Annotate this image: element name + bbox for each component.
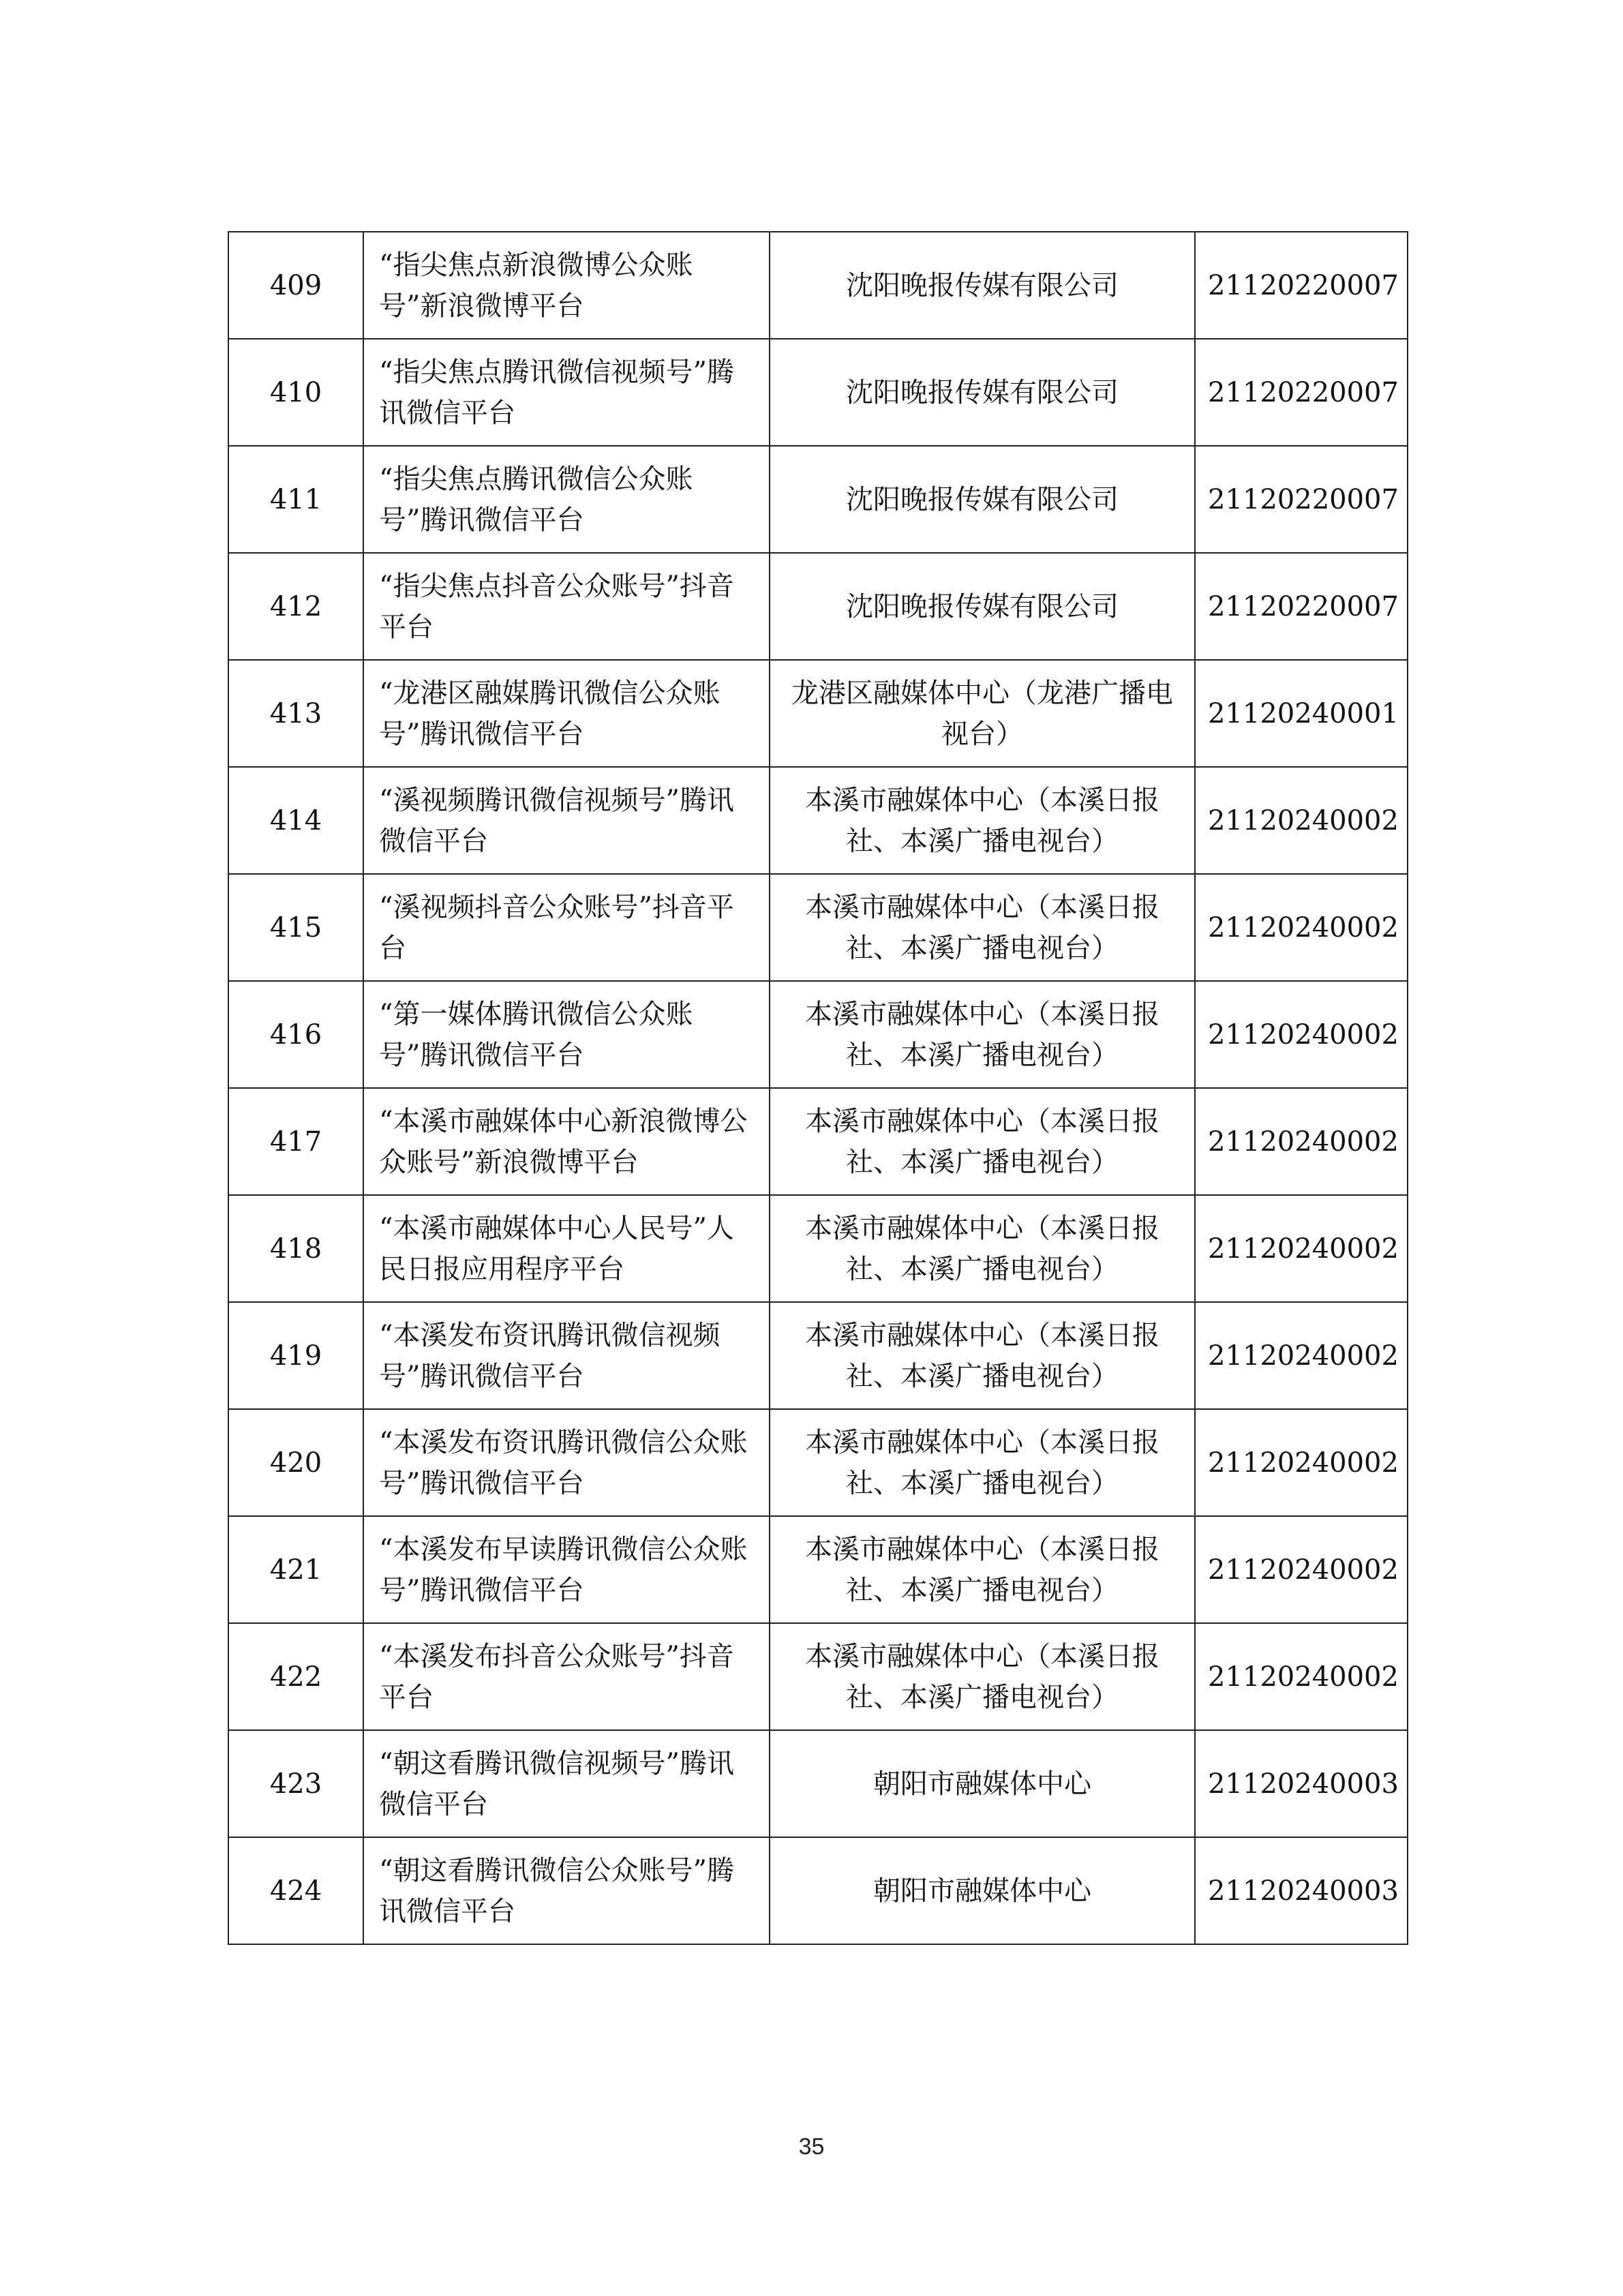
- table-row: [228, 553, 1408, 660]
- account-name-cell: “本溪市融媒体中心人民号”人民日报应用程序平台: [363, 1195, 770, 1302]
- account-name-cell: “本溪发布早读腾讯微信公众账号”腾讯微信平台: [363, 1516, 770, 1623]
- organization-cell: 本溪市融媒体中心（本溪日报社、本溪广播电视台）: [770, 874, 1195, 981]
- license-code-cell: 21120240003: [1195, 1837, 1408, 1944]
- organization-cell: 沈阳晚报传媒有限公司: [770, 446, 1195, 553]
- table-row: [228, 874, 1408, 981]
- license-code-cell: 21120240002: [1195, 1516, 1408, 1623]
- row-number-cell: 410: [228, 339, 363, 446]
- license-code-cell: 21120220007: [1195, 553, 1408, 660]
- account-name-cell: “朝这看腾讯微信视频号”腾讯微信平台: [363, 1730, 770, 1837]
- table-row: [228, 981, 1408, 1088]
- account-name-cell: “本溪发布抖音公众账号”抖音平台: [363, 1623, 770, 1730]
- table-row: [228, 1837, 1408, 1944]
- registry-table-container: [228, 231, 1407, 1945]
- table-row: [228, 1623, 1408, 1730]
- license-code-cell: 21120240002: [1195, 1409, 1408, 1516]
- table-row: [228, 767, 1408, 874]
- license-code-cell: 21120240002: [1195, 981, 1408, 1088]
- license-code-cell: 21120240001: [1195, 660, 1408, 767]
- organization-cell: 本溪市融媒体中心（本溪日报社、本溪广播电视台）: [770, 1195, 1195, 1302]
- account-name-cell: “本溪市融媒体中心新浪微博公众账号”新浪微博平台: [363, 1088, 770, 1195]
- organization-cell: 龙港区融媒体中心（龙港广播电视台）: [770, 660, 1195, 767]
- license-code-cell: 21120240002: [1195, 1088, 1408, 1195]
- row-number-cell: 418: [228, 1195, 363, 1302]
- table-row: [228, 1088, 1408, 1195]
- account-name-cell: “指尖焦点腾讯微信视频号”腾讯微信平台: [363, 339, 770, 446]
- row-number-cell: 419: [228, 1302, 363, 1409]
- account-name-cell: “溪视频腾讯微信视频号”腾讯微信平台: [363, 767, 770, 874]
- row-number-cell: 421: [228, 1516, 363, 1623]
- table-row: [228, 446, 1408, 553]
- organization-cell: 本溪市融媒体中心（本溪日报社、本溪广播电视台）: [770, 981, 1195, 1088]
- organization-cell: 本溪市融媒体中心（本溪日报社、本溪广播电视台）: [770, 1623, 1195, 1730]
- table-row: [228, 1302, 1408, 1409]
- table-body: [228, 232, 1408, 1944]
- page-number: 35: [798, 2134, 825, 2160]
- license-code-cell: 21120240002: [1195, 874, 1408, 981]
- account-name-cell: “指尖焦点新浪微博公众账号”新浪微博平台: [363, 232, 770, 339]
- table-row: [228, 1730, 1408, 1837]
- account-name-cell: “第一媒体腾讯微信公众账号”腾讯微信平台: [363, 981, 770, 1088]
- organization-cell: 朝阳市融媒体中心: [770, 1837, 1195, 1944]
- license-code-cell: 21120220007: [1195, 339, 1408, 446]
- row-number-cell: 416: [228, 981, 363, 1088]
- row-number-cell: 414: [228, 767, 363, 874]
- row-number-cell: 423: [228, 1730, 363, 1837]
- account-name-cell: “朝这看腾讯微信公众账号”腾讯微信平台: [363, 1837, 770, 1944]
- table-row: [228, 1409, 1408, 1516]
- license-code-cell: 21120220007: [1195, 232, 1408, 339]
- organization-cell: 沈阳晚报传媒有限公司: [770, 339, 1195, 446]
- organization-cell: 本溪市融媒体中心（本溪日报社、本溪广播电视台）: [770, 1409, 1195, 1516]
- account-name-cell: “龙港区融媒腾讯微信公众账号”腾讯微信平台: [363, 660, 770, 767]
- row-number-cell: 424: [228, 1837, 363, 1944]
- row-number-cell: 413: [228, 660, 363, 767]
- account-name-cell: “指尖焦点腾讯微信公众账号”腾讯微信平台: [363, 446, 770, 553]
- license-code-cell: 21120240002: [1195, 1195, 1408, 1302]
- row-number-cell: 422: [228, 1623, 363, 1730]
- organization-cell: 本溪市融媒体中心（本溪日报社、本溪广播电视台）: [770, 1088, 1195, 1195]
- account-name-cell: “指尖焦点抖音公众账号”抖音平台: [363, 553, 770, 660]
- account-name-cell: “溪视频抖音公众账号”抖音平台: [363, 874, 770, 981]
- row-number-cell: 415: [228, 874, 363, 981]
- account-name-cell: “本溪发布资讯腾讯微信公众账号”腾讯微信平台: [363, 1409, 770, 1516]
- organization-cell: 沈阳晚报传媒有限公司: [770, 553, 1195, 660]
- row-number-cell: 409: [228, 232, 363, 339]
- table-row: [228, 1195, 1408, 1302]
- license-code-cell: 21120240002: [1195, 767, 1408, 874]
- registry-table: [228, 231, 1408, 1945]
- row-number-cell: 420: [228, 1409, 363, 1516]
- organization-cell: 朝阳市融媒体中心: [770, 1730, 1195, 1837]
- table-row: [228, 232, 1408, 339]
- table-row: [228, 1516, 1408, 1623]
- organization-cell: 沈阳晚报传媒有限公司: [770, 232, 1195, 339]
- license-code-cell: 21120240003: [1195, 1730, 1408, 1837]
- row-number-cell: 412: [228, 553, 363, 660]
- row-number-cell: 411: [228, 446, 363, 553]
- license-code-cell: 21120240002: [1195, 1623, 1408, 1730]
- organization-cell: 本溪市融媒体中心（本溪日报社、本溪广播电视台）: [770, 1302, 1195, 1409]
- table-row: [228, 660, 1408, 767]
- license-code-cell: 21120220007: [1195, 446, 1408, 553]
- license-code-cell: 21120240002: [1195, 1302, 1408, 1409]
- organization-cell: 本溪市融媒体中心（本溪日报社、本溪广播电视台）: [770, 1516, 1195, 1623]
- organization-cell: 本溪市融媒体中心（本溪日报社、本溪广播电视台）: [770, 767, 1195, 874]
- table-row: [228, 339, 1408, 446]
- row-number-cell: 417: [228, 1088, 363, 1195]
- account-name-cell: “本溪发布资讯腾讯微信视频号”腾讯微信平台: [363, 1302, 770, 1409]
